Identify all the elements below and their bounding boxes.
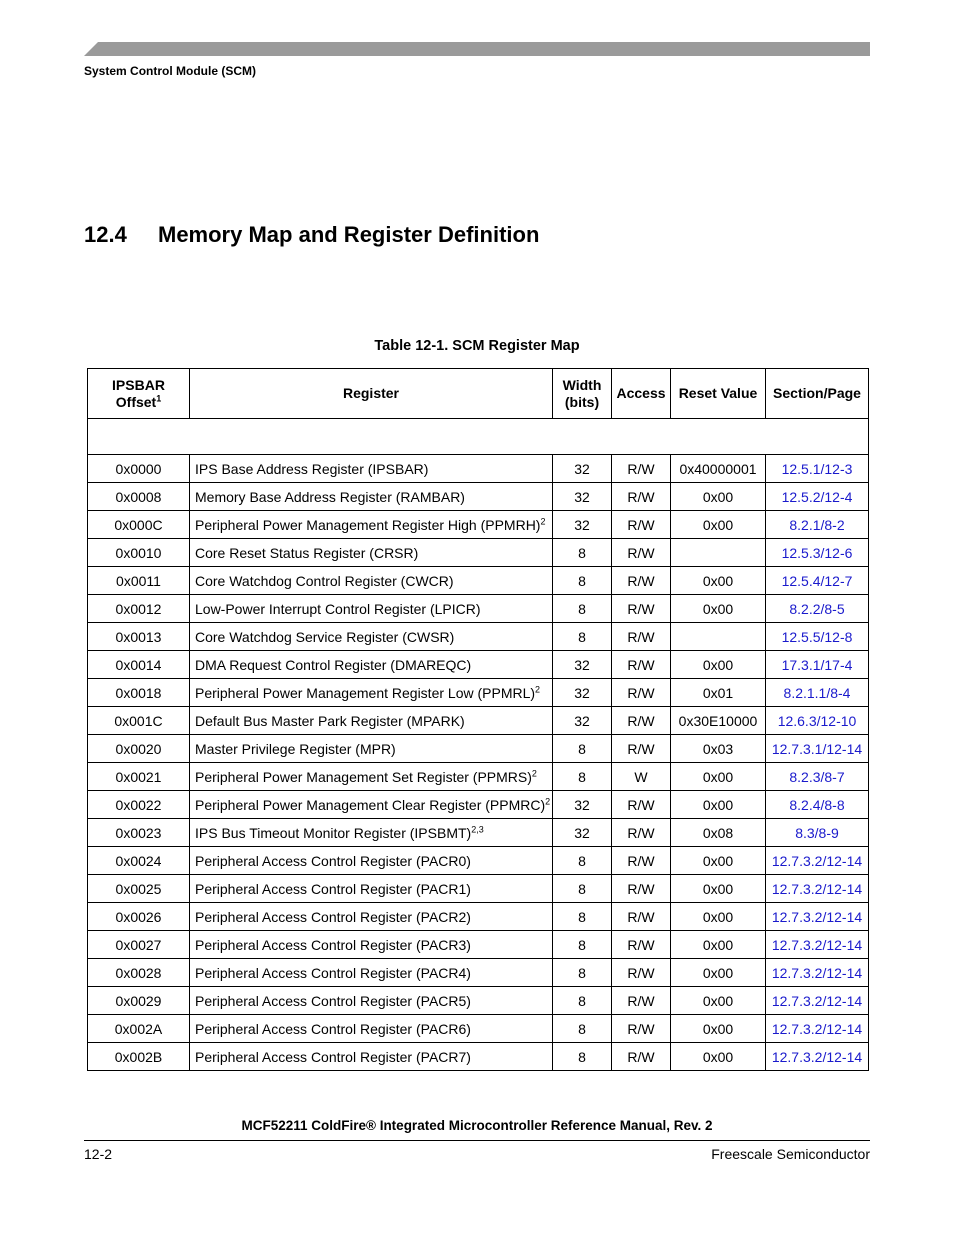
register-cell: [190, 959, 553, 987]
table-row: [88, 567, 869, 595]
offset-cell: 0x0023: [88, 819, 190, 847]
section-page-link[interactable]: 8.2.3/8-7: [789, 768, 845, 785]
register-footnote: 2,3: [471, 823, 484, 834]
register-cell: [190, 791, 553, 819]
section-page-cell: [766, 511, 869, 539]
reset-value-cell: 0x40000001: [671, 455, 766, 483]
section-page-link[interactable]: 8.2.1.1/8-4: [783, 684, 851, 701]
width-cell: 32: [553, 651, 612, 679]
offset-cell: 0x0028: [88, 959, 190, 987]
footer-company: Freescale Semiconductor: [711, 1146, 870, 1162]
register-name: Peripheral Access Control Register (PACR6): [195, 1020, 471, 1037]
access-cell: R/W: [612, 791, 671, 819]
register-cell: [190, 903, 553, 931]
register-name: IPS Bus Timeout Monitor Register (IPSBMT): [195, 824, 472, 841]
register-cell: [190, 1043, 553, 1071]
reset-value-cell: 0x30E10000: [671, 707, 766, 735]
table-row: [88, 959, 869, 987]
register-cell: [190, 651, 553, 679]
width-cell: 32: [553, 511, 612, 539]
register-name: Master Privilege Register (MPR): [195, 740, 396, 757]
register-name: Peripheral Access Control Register (PACR0): [195, 852, 471, 869]
register-cell: [190, 763, 553, 791]
section-page-link[interactable]: 8.2.2/8-5: [789, 600, 845, 617]
section-page-cell: [766, 903, 869, 931]
register-name: Peripheral Access Control Register (PACR1): [195, 880, 471, 897]
offset-cell: 0x001C: [88, 707, 190, 735]
section-page-cell: [766, 791, 869, 819]
width-cell: 8: [553, 735, 612, 763]
access-cell: R/W: [612, 707, 671, 735]
offset-cell: 0x0012: [88, 595, 190, 623]
register-cell: [190, 875, 553, 903]
reset-value-cell: 0x00: [671, 931, 766, 959]
register-name: Core Watchdog Service Register (CWSR): [195, 628, 455, 645]
offset-cell: 0x0000: [88, 455, 190, 483]
register-footnote: 2: [531, 767, 537, 778]
header-width: [553, 369, 612, 419]
register-cell: [190, 483, 553, 511]
section-page-cell: [766, 567, 869, 595]
table-row: [88, 483, 869, 511]
table-row: [88, 931, 869, 959]
section-page-link[interactable]: 12.5.1/12-3: [781, 460, 853, 477]
access-cell: R/W: [612, 875, 671, 903]
section-page-link[interactable]: 17.3.1/17-4: [781, 656, 853, 673]
section-page-link[interactable]: 12.7.3.2/12-14: [771, 1020, 863, 1037]
register-name: IPS Base Address Register (IPSBAR): [195, 460, 429, 477]
table-row: [88, 819, 869, 847]
width-cell: 32: [553, 455, 612, 483]
section-page-cell: [766, 847, 869, 875]
running-head: System Control Module (SCM): [84, 64, 257, 78]
register-footnote: 2: [545, 795, 551, 806]
footer-page-number: 12-2: [84, 1146, 113, 1162]
section-page-link[interactable]: 12.5.5/12-8: [781, 628, 853, 645]
section-page-cell: [766, 483, 869, 511]
offset-cell: 0x0027: [88, 931, 190, 959]
section-page-link[interactable]: 12.7.3.2/12-14: [771, 852, 863, 869]
header-reset-value: Reset Value: [671, 369, 766, 419]
width-cell: 8: [553, 903, 612, 931]
offset-cell: 0x0020: [88, 735, 190, 763]
section-page-cell: [766, 931, 869, 959]
width-cell: 8: [553, 847, 612, 875]
offset-cell: 0x0021: [88, 763, 190, 791]
access-cell: R/W: [612, 623, 671, 651]
offset-cell: 0x0029: [88, 987, 190, 1015]
section-page-link[interactable]: 8.3/8-9: [795, 824, 839, 841]
offset-cell: 0x0022: [88, 791, 190, 819]
reset-value-cell: 0x00: [671, 567, 766, 595]
section-page-cell: [766, 763, 869, 791]
width-cell: 32: [553, 791, 612, 819]
reset-value-cell: 0x00: [671, 1043, 766, 1071]
offset-cell: 0x0024: [88, 847, 190, 875]
section-page-link[interactable]: 12.7.3.2/12-14: [771, 964, 863, 981]
table-row: [88, 679, 869, 707]
access-cell: R/W: [612, 511, 671, 539]
reset-value-cell: [671, 539, 766, 567]
register-name: Default Bus Master Park Register (MPARK): [195, 712, 465, 729]
register-name: Peripheral Access Control Register (PACR3): [195, 936, 471, 953]
reset-value-cell: [671, 623, 766, 651]
table-row: [88, 651, 869, 679]
section-page-cell: [766, 707, 869, 735]
register-name: Peripheral Power Management Clear Register (PPMRC): [195, 796, 546, 813]
section-page-link[interactable]: 8.2.4/8-8: [789, 796, 845, 813]
offset-cell: 0x000C: [88, 511, 190, 539]
reset-value-cell: 0x00: [671, 511, 766, 539]
section-page-cell: [766, 987, 869, 1015]
section-page-cell: [766, 595, 869, 623]
spacer-cell: [88, 419, 869, 455]
register-map-table: [87, 368, 869, 1071]
section-page-cell: [766, 679, 869, 707]
reset-value-cell: 0x08: [671, 819, 766, 847]
header-offset: [88, 369, 190, 419]
table-row: [88, 539, 869, 567]
section-page-link[interactable]: 12.7.3.2/12-14: [771, 1048, 863, 1065]
offset-cell: 0x0014: [88, 651, 190, 679]
access-cell: W: [612, 763, 671, 791]
table-row: [88, 1015, 869, 1043]
width-cell: 32: [553, 819, 612, 847]
offset-cell: 0x0025: [88, 875, 190, 903]
section-page-cell: [766, 651, 869, 679]
header-bar: [84, 42, 870, 56]
reset-value-cell: 0x00: [671, 595, 766, 623]
section-page-link[interactable]: 12.7.3.2/12-14: [771, 936, 863, 953]
width-cell: 8: [553, 539, 612, 567]
table-row: [88, 763, 869, 791]
offset-cell: 0x002B: [88, 1043, 190, 1071]
register-footnote: 2: [540, 515, 546, 526]
reset-value-cell: 0x00: [671, 847, 766, 875]
section-page-link[interactable]: 12.7.3.2/12-14: [771, 880, 863, 897]
table-row: [88, 875, 869, 903]
width-cell: 8: [553, 1043, 612, 1071]
register-name: Peripheral Power Management Register High (PPMRH): [195, 516, 541, 533]
register-name: Peripheral Access Control Register (PACR7): [195, 1048, 471, 1065]
register-name: Peripheral Access Control Register (PACR2): [195, 908, 471, 925]
section-page-link[interactable]: 8.2.1/8-2: [789, 516, 845, 533]
access-cell: R/W: [612, 567, 671, 595]
reset-value-cell: 0x00: [671, 987, 766, 1015]
section-page-cell: [766, 959, 869, 987]
register-cell: [190, 735, 553, 763]
section-page-cell: [766, 819, 869, 847]
width-cell: 8: [553, 763, 612, 791]
offset-cell: 0x0008: [88, 483, 190, 511]
table-row: [88, 987, 869, 1015]
reset-value-cell: 0x00: [671, 483, 766, 511]
table-row: [88, 1043, 869, 1071]
width-cell: 32: [553, 483, 612, 511]
section-number: 12.4: [84, 222, 127, 247]
section-page-cell: [766, 875, 869, 903]
reset-value-cell: 0x00: [671, 791, 766, 819]
section-page-link[interactable]: 12.7.3.1/12-14: [771, 740, 863, 757]
register-cell: [190, 847, 553, 875]
table-row: [88, 847, 869, 875]
reset-value-cell: 0x00: [671, 651, 766, 679]
access-cell: R/W: [612, 847, 671, 875]
width-cell: 8: [553, 875, 612, 903]
width-cell: 8: [553, 595, 612, 623]
section-page-link[interactable]: 12.5.3/12-6: [781, 544, 853, 561]
header-register: Register: [190, 369, 553, 419]
register-cell: [190, 623, 553, 651]
offset-cell: 0x0010: [88, 539, 190, 567]
section-page-link[interactable]: 12.5.4/12-7: [781, 572, 853, 589]
width-cell: 8: [553, 623, 612, 651]
width-cell: 8: [553, 959, 612, 987]
table-row: [88, 595, 869, 623]
width-cell: 32: [553, 707, 612, 735]
reset-value-cell: 0x03: [671, 735, 766, 763]
footer-rule: [84, 1140, 870, 1141]
register-cell: [190, 1015, 553, 1043]
header-section-page: Section/Page: [766, 369, 869, 419]
register-name: Low-Power Interrupt Control Register (LPICR): [195, 600, 481, 617]
register-name: DMA Request Control Register (DMAREQC): [195, 656, 472, 673]
offset-cell: 0x0026: [88, 903, 190, 931]
register-cell: [190, 819, 553, 847]
register-name: Memory Base Address Register (RAMBAR): [195, 488, 465, 505]
section-page-cell: [766, 1015, 869, 1043]
access-cell: R/W: [612, 455, 671, 483]
width-cell: 8: [553, 1015, 612, 1043]
section-page-cell: [766, 455, 869, 483]
register-footnote: 2: [535, 683, 541, 694]
access-cell: R/W: [612, 735, 671, 763]
width-cell: 8: [553, 567, 612, 595]
register-name: Peripheral Power Management Register Low (PPMRL): [195, 684, 536, 701]
register-cell: [190, 987, 553, 1015]
width-cell: 8: [553, 987, 612, 1015]
offset-cell: 0x0013: [88, 623, 190, 651]
header-width-line1: Width: [562, 376, 602, 393]
table-body: [88, 419, 869, 1071]
access-cell: R/W: [612, 1015, 671, 1043]
table-row: [88, 511, 869, 539]
access-cell: R/W: [612, 679, 671, 707]
access-cell: R/W: [612, 539, 671, 567]
access-cell: R/W: [612, 959, 671, 987]
reset-value-cell: 0x00: [671, 875, 766, 903]
register-name: Peripheral Access Control Register (PACR4): [195, 964, 471, 981]
reset-value-cell: 0x00: [671, 903, 766, 931]
section-heading: [84, 222, 539, 248]
section-page-cell: [766, 623, 869, 651]
register-name: Core Watchdog Control Register (CWCR): [195, 572, 454, 589]
section-page-cell: [766, 539, 869, 567]
section-page-cell: [766, 735, 869, 763]
header-offset-footnote: 1: [156, 392, 162, 403]
table-header-row: [88, 369, 869, 419]
access-cell: R/W: [612, 903, 671, 931]
register-cell: [190, 567, 553, 595]
register-name: Peripheral Power Management Set Register (PPMRS): [195, 768, 532, 785]
header-access: Access: [612, 369, 671, 419]
register-cell: [190, 931, 553, 959]
reset-value-cell: 0x00: [671, 1015, 766, 1043]
footer-manual-title: MCF52211 ColdFire® Integrated Microcontroller Reference Manual, Rev. 2: [241, 1118, 713, 1133]
section-page-link[interactable]: 12.7.3.2/12-14: [771, 908, 863, 925]
header-width-line2: (bits): [564, 393, 600, 410]
register-name: Peripheral Access Control Register (PACR5): [195, 992, 471, 1009]
width-cell: 32: [553, 679, 612, 707]
table-caption: Table 12-1. SCM Register Map: [374, 338, 580, 354]
reset-value-cell: 0x01: [671, 679, 766, 707]
offset-cell: 0x0018: [88, 679, 190, 707]
offset-cell: 0x002A: [88, 1015, 190, 1043]
register-cell: [190, 707, 553, 735]
table-row: [88, 623, 869, 651]
reset-value-cell: 0x00: [671, 959, 766, 987]
access-cell: R/W: [612, 819, 671, 847]
register-name: Core Reset Status Register (CRSR): [195, 544, 419, 561]
section-title: Memory Map and Register Definition: [158, 222, 540, 247]
register-cell: [190, 679, 553, 707]
header-offset-label: IPSBAR Offset: [112, 376, 165, 410]
table-row: [88, 735, 869, 763]
register-cell: [190, 539, 553, 567]
table-row: [88, 707, 869, 735]
register-cell: [190, 511, 553, 539]
spacer-row: [88, 419, 869, 455]
access-cell: R/W: [612, 595, 671, 623]
table-row: [88, 791, 869, 819]
access-cell: R/W: [612, 931, 671, 959]
section-page-cell: [766, 1043, 869, 1071]
access-cell: R/W: [612, 987, 671, 1015]
table-row: [88, 455, 869, 483]
section-page-link[interactable]: 12.5.2/12-4: [781, 488, 853, 505]
register-cell: [190, 595, 553, 623]
section-page-link[interactable]: 12.7.3.2/12-14: [771, 992, 863, 1009]
section-page-link[interactable]: 12.6.3/12-10: [777, 712, 857, 729]
offset-cell: 0x0011: [88, 567, 190, 595]
register-cell: [190, 455, 553, 483]
access-cell: R/W: [612, 1043, 671, 1071]
access-cell: R/W: [612, 651, 671, 679]
access-cell: R/W: [612, 483, 671, 511]
reset-value-cell: 0x00: [671, 763, 766, 791]
width-cell: 8: [553, 931, 612, 959]
table-row: [88, 903, 869, 931]
